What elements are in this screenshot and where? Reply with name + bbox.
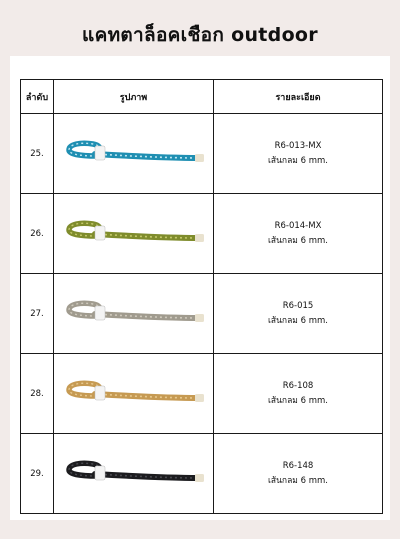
row-image-cell xyxy=(54,354,214,434)
rope-image xyxy=(59,454,209,494)
rope-image xyxy=(59,294,209,334)
row-image-cell xyxy=(54,114,214,194)
row-index: 26. xyxy=(21,194,54,274)
row-detail xyxy=(214,114,383,194)
table-row xyxy=(21,274,383,354)
table-row xyxy=(21,354,383,434)
row-image-cell xyxy=(54,434,214,514)
rope-image xyxy=(59,214,209,254)
product-code: R6-015 xyxy=(282,300,314,311)
catalog-sheet xyxy=(10,56,390,520)
row-image-cell xyxy=(54,274,214,354)
product-size: เส้นกลม 6 mm. xyxy=(268,315,328,326)
table-row xyxy=(21,434,383,514)
product-code: R6-014-MX xyxy=(274,220,322,231)
catalog-table xyxy=(20,79,383,514)
row-detail xyxy=(214,194,383,274)
row-detail xyxy=(214,274,383,354)
row-index: 27. xyxy=(21,274,54,354)
row-detail xyxy=(214,354,383,434)
table-row xyxy=(21,194,383,274)
product-code: R6-108 xyxy=(282,380,314,391)
product-size: เส้นกลม 6 mm. xyxy=(268,475,328,486)
row-image-cell xyxy=(54,194,214,274)
header-image: รูปภาพ xyxy=(54,80,214,114)
product-size: เส้นกลม 6 mm. xyxy=(268,395,328,406)
table-row xyxy=(21,114,383,194)
product-code: R6-013-MX xyxy=(274,140,322,151)
header-index: ลำดับ xyxy=(21,80,54,114)
header-detail: รายละเอียด xyxy=(214,80,383,114)
table-header-row xyxy=(21,80,383,114)
row-index: 28. xyxy=(21,354,54,434)
rope-image xyxy=(59,134,209,174)
product-code: R6-148 xyxy=(282,460,314,471)
row-index: 29. xyxy=(21,434,54,514)
page-title: แคทตาล็อคเชือก outdoor xyxy=(82,24,318,46)
product-size: เส้นกลม 6 mm. xyxy=(268,235,328,246)
rope-image xyxy=(59,374,209,414)
row-detail xyxy=(214,434,383,514)
product-size: เส้นกลม 6 mm. xyxy=(268,155,328,166)
row-index: 25. xyxy=(21,114,54,194)
